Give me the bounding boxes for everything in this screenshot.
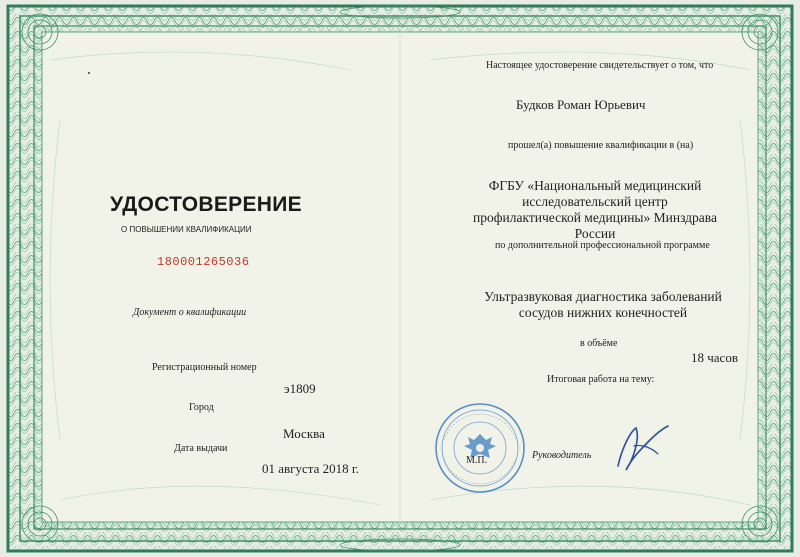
date-value: 01 августа 2018 г. — [262, 461, 359, 476]
volume-value: 18 часов — [691, 350, 738, 365]
head-label: Руководитель — [532, 450, 592, 461]
organization-name: ФГБУ «Национальный медицинский исследовательский центр профилактической медицины» Минздрава России — [473, 178, 717, 241]
speck — [88, 72, 90, 74]
program-label: по дополнительной профессиональной программе — [495, 240, 710, 251]
certificate-number: 180001265036 — [157, 255, 250, 269]
program-name: Ультразвуковая диагностика заболеваний сосудов нижних конечностей — [484, 289, 722, 320]
signature — [608, 418, 678, 476]
date-label: Дата выдачи — [174, 443, 228, 454]
passed-text: прошел(а) повышение квалификации в (на) — [508, 140, 694, 151]
certificate-subtitle: О ПОВЫШЕНИИ КВАЛИФИКАЦИИ — [121, 225, 252, 234]
certificate-title: УДОСТОВЕРЕНИЕ — [110, 193, 302, 216]
document-label: Документ о квалификации — [133, 307, 247, 318]
registration-label: Регистрационный номер — [152, 362, 257, 373]
official-stamp — [430, 400, 530, 496]
stamp-label: М.П. — [466, 455, 488, 466]
final-work-label: Итоговая работа на тему: — [547, 374, 655, 385]
registration-value: э1809 — [284, 381, 316, 396]
volume-label: в объёме — [580, 338, 618, 349]
city-value: Москва — [283, 426, 325, 441]
intro-text: Настоящее удостоверение свидетельствует о том, что — [486, 60, 714, 71]
city-label: Город — [189, 402, 214, 413]
recipient-name: Будков Роман Юрьевич — [516, 97, 646, 112]
